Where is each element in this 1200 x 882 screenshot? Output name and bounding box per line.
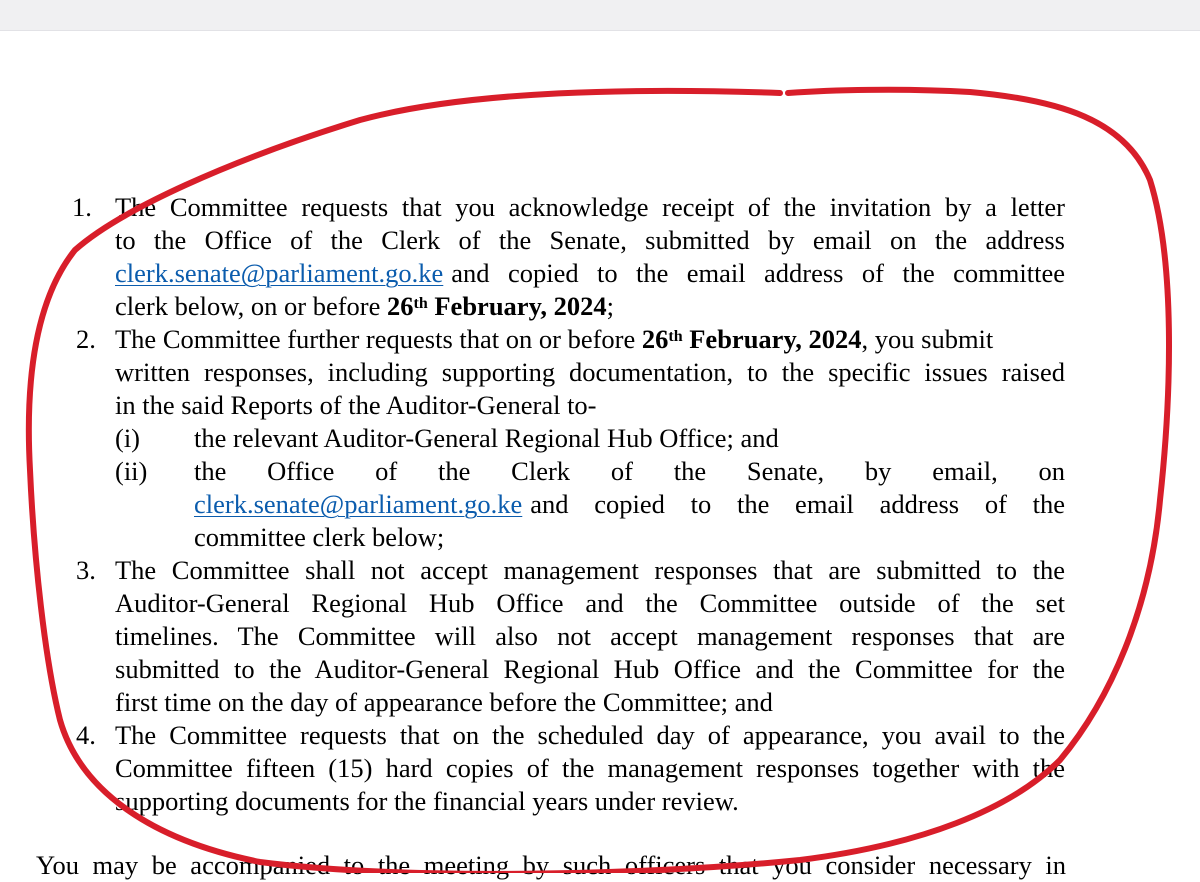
deadline-ordinal: th bbox=[668, 328, 683, 345]
item-1-line-4-text: clerk below, on or before bbox=[115, 291, 388, 321]
item-2-line-2: written responses, including supporting documentation, to the specific issues raised bbox=[115, 357, 1065, 387]
deadline-day: 26 bbox=[641, 324, 669, 354]
sub-item-i-text: the relevant Auditor-General Regional Hub Office; and bbox=[194, 423, 779, 453]
email-link[interactable]: clerk.senate@parliament.go.ke bbox=[194, 489, 523, 519]
sub-marker-i: (i) bbox=[115, 423, 141, 453]
sub-item-ii-line-3: committee clerk below; bbox=[194, 522, 445, 552]
item-1-line-2: to the Office of the Clerk of the Senate, submitted by email on the address bbox=[115, 225, 1065, 255]
item-4-line-1: The Committee requests that on the scheduled day of appearance, you avail to the bbox=[115, 720, 1065, 750]
item-3-line-5: first time on the day of appearance before the Committee; and bbox=[115, 687, 773, 717]
sub-item-ii-line-1: the Office of the Clerk of the Senate, by email, on bbox=[194, 456, 1065, 486]
list-number-3: 3. bbox=[76, 555, 96, 585]
sub-marker-ii: (ii) bbox=[115, 456, 148, 486]
item-2-line-1-text: The Committee further requests that on or before bbox=[115, 324, 642, 354]
footer-paragraph-line: You may be accompanied to the meeting by such officers that you consider necessary in bbox=[36, 850, 1066, 880]
list-number-4: 4. bbox=[76, 720, 96, 750]
viewer-top-bar bbox=[0, 0, 1200, 31]
document-page bbox=[0, 31, 1200, 880]
email-link[interactable]: clerk.senate@parliament.go.ke bbox=[115, 258, 444, 288]
item-1-line-4 bbox=[115, 290, 614, 323]
item-2-line-1-end: , you submit bbox=[861, 324, 994, 354]
deadline-date: February, 2024 bbox=[682, 324, 862, 354]
item-3-line-4: submitted to the Auditor-General Regional Hub Office and the Committee for the bbox=[115, 654, 1065, 684]
deadline-ordinal: th bbox=[413, 295, 428, 312]
item-4-line-3: supporting documents for the financial years under review. bbox=[115, 786, 739, 816]
list-number-1: 1. bbox=[72, 192, 92, 222]
sub-item-ii-line-2-text: and copied to the email address of the bbox=[530, 489, 1065, 519]
item-3-line-3: timelines. The Committee will also not accept management responses that are bbox=[115, 621, 1065, 651]
deadline-date: February, 2024 bbox=[427, 291, 607, 321]
deadline-day: 26 bbox=[387, 291, 414, 321]
list-number-2: 2. bbox=[76, 324, 96, 354]
item-3-line-1: The Committee shall not accept management responses that are submitted to the bbox=[115, 555, 1065, 585]
item-1-line-3-text: and copied to the email address of the committee bbox=[451, 258, 1065, 288]
item-3-line-2: Auditor-General Regional Hub Office and the Committee outside of the set bbox=[115, 588, 1065, 618]
sub-item-ii-line-2 bbox=[194, 488, 1065, 521]
item-2-line-1-inner bbox=[115, 323, 993, 356]
item-4-line-2: Committee fifteen (15) hard copies of the management responses together with the bbox=[115, 753, 1065, 783]
item-1-line-4-end: ; bbox=[606, 291, 614, 321]
item-1-line-1: The Committee requests that you acknowledge receipt of the invitation by a letter bbox=[115, 192, 1065, 222]
item-1-line-3 bbox=[115, 257, 1065, 290]
item-2-line-1 bbox=[115, 323, 1065, 356]
document-body bbox=[0, 31, 1200, 880]
item-2-line-3: in the said Reports of the Auditor-General to- bbox=[115, 390, 597, 420]
